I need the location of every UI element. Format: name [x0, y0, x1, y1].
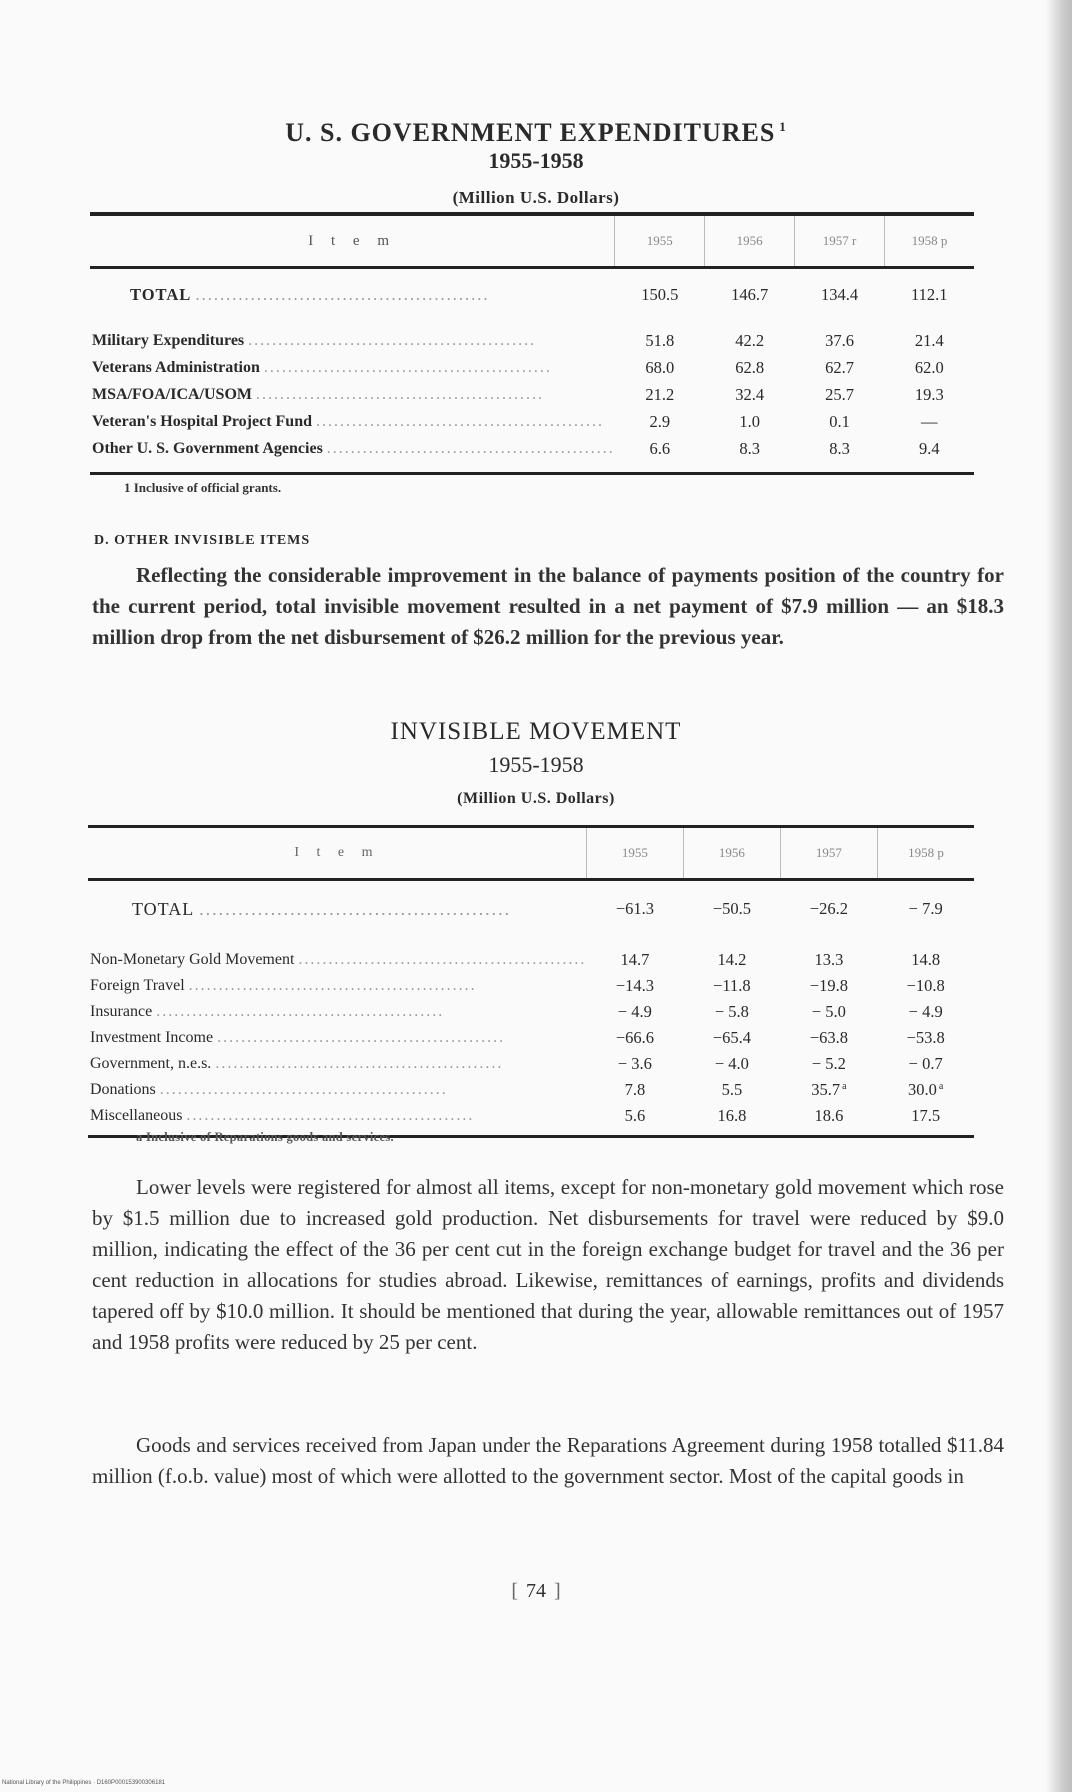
- table-row: [88, 1025, 974, 1051]
- dot-leader: ................................................: [256, 385, 544, 403]
- table2-footnote: a Inclusive of Reparations goods and services.: [136, 1130, 394, 1144]
- body-paragraph-1: Lower levels were registered for almost all items, except for non-monetary gold movement which rose by $1.5 million due to increased gold production. Net disbursements for travel were reduced by $9.0 million, indicating the effect of the 36 per cent cut in the foreign exchange budget for travel and the 36 per cent reduction in allocations for studies abroad. Likewise, remittances of earnings, profits and dividends tapered off by $10.0 million. It should be mentioned that during the year, allowable remittances out of 1957 and 1958 profits were reduced by 25 per cent.: [92, 1175, 1004, 1354]
- table-cell: 8.3: [829, 438, 850, 458]
- scan-credit: National Library of the Philippines · D160P000153900306181: [2, 1780, 166, 1786]
- table-cell: − 3.6: [617, 1054, 652, 1073]
- dot-leader: ................................................: [156, 1003, 445, 1020]
- table1-header-row: [90, 214, 974, 268]
- footnote-mark: a: [938, 1080, 944, 1092]
- table-row: [88, 937, 974, 973]
- table-cell: 1.0: [739, 411, 760, 431]
- table-cell: 5.6: [624, 1106, 646, 1125]
- table-cell: −53.8: [906, 1028, 945, 1047]
- table-cell: 2.9: [649, 411, 671, 431]
- dot-leader: ................................................: [215, 1055, 504, 1072]
- dot-leader: ................................................: [186, 1107, 475, 1124]
- table-cell: 13.3: [814, 950, 844, 969]
- table-cell: 62.7: [825, 357, 855, 377]
- dot-leader: ................................................: [195, 285, 490, 304]
- table-cell: 146.7: [731, 285, 769, 304]
- table1-header-item: I t e m: [90, 214, 615, 268]
- dot-leader: ................................................: [188, 977, 477, 994]
- table-cell: 112.1: [911, 285, 948, 304]
- table-cell: −66.6: [615, 1028, 654, 1047]
- table-cell: −11.8: [713, 976, 751, 995]
- us-government-expenditures-table: [90, 212, 974, 475]
- table-cell: − 5.2: [811, 1054, 846, 1073]
- table-cell: 14.2: [717, 950, 747, 969]
- table-cell: 62.0: [914, 357, 944, 377]
- table-cell: 32.4: [735, 384, 765, 404]
- table1-footnote: 1 Inclusive of official grants.: [124, 480, 282, 495]
- row-label: Veteran's Hospital Project Fund ................................................: [92, 412, 604, 430]
- table-cell: 17.5: [911, 1106, 941, 1125]
- table-row: [90, 321, 974, 354]
- table2-col-1955: 1955: [586, 827, 683, 880]
- table-row: [88, 1077, 974, 1103]
- table-cell: 35.7 $^a$: [811, 1080, 847, 1099]
- table-cell: 18.6: [814, 1106, 844, 1125]
- table2-col-1958: 1958 p: [877, 827, 974, 880]
- row-label: Government, n.e.s. ................................................: [90, 1055, 504, 1072]
- table2-header-row: [88, 827, 974, 880]
- table-cell: —: [921, 411, 938, 431]
- row-label: Miscellaneous ................................................: [90, 1107, 475, 1124]
- table1-col-1955: 1955: [615, 214, 705, 268]
- table-row: [88, 973, 974, 999]
- table-cell: 51.8: [645, 330, 675, 350]
- dot-leader: ................................................: [199, 898, 512, 919]
- table-cell: 150.5: [641, 285, 679, 304]
- table-cell: 21.2: [645, 384, 675, 404]
- dot-leader: ................................................: [217, 1029, 506, 1046]
- table-cell: 8.3: [739, 438, 760, 458]
- dot-leader: ................................................: [248, 331, 537, 349]
- table1-units: (Million U.S. Dollars): [452, 188, 620, 207]
- table-cell: 16.8: [717, 1106, 747, 1125]
- page-edge-shadow: [1046, 0, 1072, 1792]
- table-cell: − 4.9: [908, 1002, 943, 1021]
- table-cell: − 7.9: [908, 899, 943, 918]
- row-label: TOTAL ................................................: [130, 285, 490, 304]
- table-row: [90, 381, 974, 408]
- table-cell: 25.7: [825, 384, 855, 404]
- table2-header-item: I t e m: [88, 827, 586, 880]
- row-label: Veterans Administration ................................................: [92, 358, 552, 376]
- row-label: MSA/FOA/ICA/USOM ................................................: [92, 385, 544, 403]
- table-cell: 0.1: [829, 411, 850, 431]
- table-cell: −50.5: [712, 899, 751, 918]
- row-label: Military Expenditures ................................................: [92, 331, 537, 349]
- table-cell: − 5.8: [714, 1002, 749, 1021]
- table1-col-1957: 1957 r: [795, 214, 885, 268]
- table-cell: 6.6: [649, 438, 671, 458]
- row-label: Donations ................................................: [90, 1081, 448, 1098]
- invisible-movement-table: [88, 825, 974, 1138]
- title-footnote-mark: 1: [779, 119, 787, 135]
- body-paragraph-2: Goods and services received from Japan under the Reparations Agreement during 1958 totalled $11.84 million (f.o.b. value) most of which were allotted to the government sector. Most of the capital goods in: [92, 1433, 1004, 1488]
- table-row: [90, 354, 974, 381]
- table-cell: 7.8: [624, 1080, 646, 1099]
- table2-units: (Million U.S. Dollars): [457, 790, 615, 807]
- table1-title: U. S. GOVERNMENT EXPENDITURES $^1$: [285, 118, 787, 147]
- row-label: TOTAL ................................................: [132, 898, 512, 919]
- table-cell: 19.3: [914, 384, 944, 404]
- row-label: Other U. S. Government Agencies ................................................: [92, 439, 615, 457]
- table-cell: −26.2: [809, 899, 848, 918]
- row-label: Non-Monetary Gold Movement ................................................: [90, 951, 587, 968]
- dot-leader: ................................................: [316, 412, 604, 430]
- table-cell: −65.4: [712, 1028, 751, 1047]
- row-label: Investment Income ................................................: [90, 1029, 506, 1046]
- table-row: [90, 435, 974, 474]
- table-cell: 134.4: [821, 285, 859, 304]
- table-row: [90, 408, 974, 435]
- table-cell: 30.0 $^a$: [908, 1080, 944, 1099]
- row-label: Foreign Travel ................................................: [90, 977, 477, 994]
- table-cell: − 4.9: [617, 1002, 652, 1021]
- table2-title: INVISIBLE MOVEMENT: [390, 718, 682, 745]
- section-paragraph: Reflecting the considerable improvement in the balance of payments position of the country for the current period, total invisible movement resulted in a net payment of $7.9 million — an $18.3 million drop from the net disbursement of $26.2 million for the previous year.: [92, 563, 1004, 649]
- table-cell: −61.3: [615, 899, 654, 918]
- dot-leader: ................................................: [263, 358, 552, 376]
- page-number: [ 74 ]: [511, 1580, 561, 1602]
- table-cell: −19.8: [809, 976, 848, 995]
- table-cell: −14.3: [615, 976, 654, 995]
- table2-years: 1955-1958: [488, 752, 584, 777]
- table2-col-1956: 1956: [683, 827, 780, 880]
- table-cell: 9.4: [918, 438, 940, 458]
- row-label: Insurance ................................................: [90, 1003, 445, 1020]
- table-cell: −10.8: [906, 976, 945, 995]
- dot-leader: ................................................: [159, 1081, 448, 1098]
- table-row: [88, 1051, 974, 1077]
- table-cell: − 4.0: [714, 1054, 749, 1073]
- footnote-mark: a: [842, 1080, 847, 1092]
- table2-total-row: [88, 880, 974, 938]
- table-cell: 14.8: [911, 950, 941, 969]
- table-cell: −63.8: [809, 1028, 848, 1047]
- table-cell: 21.4: [914, 330, 944, 350]
- table-cell: 14.7: [620, 950, 650, 969]
- table1-col-1958: 1958 p: [885, 214, 974, 268]
- table1-total-row: [90, 268, 974, 322]
- table1-col-1956: 1956: [705, 214, 795, 268]
- table-cell: − 5.0: [811, 1002, 846, 1021]
- table-row: [88, 999, 974, 1025]
- section-heading: D. OTHER INVISIBLE ITEMS: [94, 533, 311, 548]
- table-cell: 42.2: [735, 330, 765, 350]
- table-cell: 62.8: [735, 357, 765, 377]
- table-cell: 5.5: [721, 1080, 743, 1099]
- table-cell: − 0.7: [908, 1054, 943, 1073]
- table-cell: 68.0: [645, 357, 675, 377]
- table2-col-1957: 1957: [780, 827, 877, 880]
- table-cell: 37.6: [825, 330, 855, 350]
- dot-leader: ................................................: [326, 439, 615, 457]
- dot-leader: ................................................: [298, 951, 587, 968]
- table1-years: 1955-1958: [488, 148, 584, 173]
